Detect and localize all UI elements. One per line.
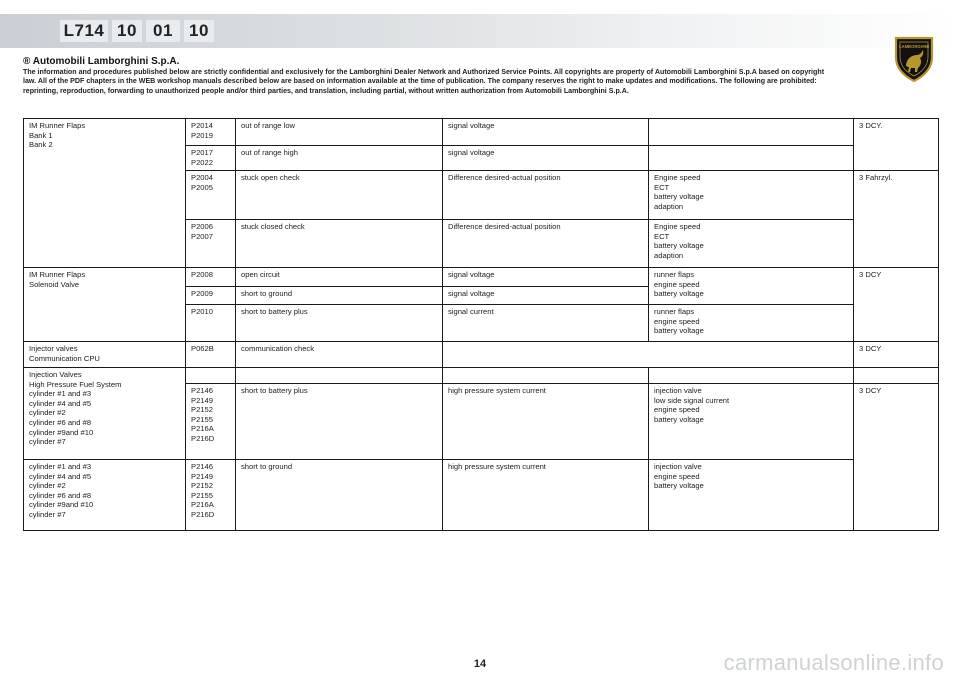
monitor-check-cell: Difference desired-actual position xyxy=(443,171,649,220)
component-cell: IM Runner Flaps Bank 1 Bank 2 xyxy=(24,119,186,268)
fault-code-cell: P2146 P2149 P2152 P2155 P216A P216D xyxy=(186,460,236,531)
fault-type-cell: short to ground xyxy=(236,287,443,305)
table-row xyxy=(24,268,939,287)
secondary-conditions-cell: runner flaps engine speed battery voltage xyxy=(649,268,854,305)
monitor-check-cell: signal voltage xyxy=(443,146,649,171)
component-cell: Injection Valves High Pressure Fuel System cylinder #1 and #3 cylinder #4 and #5 cylinder #2 cylinder #6 and #8 cylinder #9and #10 cylinder #7 xyxy=(24,368,186,460)
fault-type-cell: out of range low xyxy=(236,119,443,146)
fault-type-cell: short to battery plus xyxy=(236,305,443,342)
monitor-check-cell: signal voltage xyxy=(443,268,649,287)
monitor-check-cell: high pressure system current xyxy=(443,460,649,531)
monitor-check-cell xyxy=(443,342,854,368)
fault-type-cell: short to ground xyxy=(236,460,443,531)
secondary-conditions-cell xyxy=(649,119,854,146)
mil-cell xyxy=(854,368,939,384)
fault-code-cell: P2146 P2149 P2152 P2155 P216A P216D xyxy=(186,384,236,460)
fault-code-cell: P2010 xyxy=(186,305,236,342)
secondary-conditions-cell: runner flaps engine speed battery voltage xyxy=(649,305,854,342)
monitor-check-cell: signal voltage xyxy=(443,119,649,146)
fault-code-cell: P2004 P2005 xyxy=(186,171,236,220)
monitor-check-cell: high pressure system current xyxy=(443,384,649,460)
fault-type-cell: open circuit xyxy=(236,268,443,287)
table-row xyxy=(24,460,939,531)
mil-cell: 3 Fahrzyl. xyxy=(854,171,939,268)
secondary-conditions-cell: injection valve engine speed battery voltage xyxy=(649,460,854,531)
manual-code-section: 01 xyxy=(146,20,180,42)
page-number: 14 xyxy=(473,658,487,670)
fault-code-cell: P2017 P2022 xyxy=(186,146,236,171)
component-cell: Injector valves Communication CPU xyxy=(24,342,186,368)
secondary-conditions-cell xyxy=(649,368,854,384)
fault-code-cell: P2014 P2019 xyxy=(186,119,236,146)
diagnostic-trouble-code-table xyxy=(23,118,939,531)
table-row xyxy=(24,119,939,146)
monitor-check-cell: signal voltage xyxy=(443,287,649,305)
component-cell: cylinder #1 and #3 cylinder #4 and #5 cylinder #2 cylinder #6 and #8 cylinder #9and #10 cylinder #7 xyxy=(24,460,186,531)
fault-code-cell: P2009 xyxy=(186,287,236,305)
monitor-check-cell: Difference desired-actual position xyxy=(443,220,649,268)
fault-code-cell: P062B xyxy=(186,342,236,368)
fault-type-cell: out of range high xyxy=(236,146,443,171)
fault-type-cell: short to battery plus xyxy=(236,384,443,460)
fault-code-cell: P2006 P2007 xyxy=(186,220,236,268)
secondary-conditions-cell xyxy=(649,146,854,171)
fault-code-cell: P2008 xyxy=(186,268,236,287)
mil-cell: 3 DCY xyxy=(854,342,939,368)
fault-type-cell: communication check xyxy=(236,342,443,368)
monitor-check-cell: signal current xyxy=(443,305,649,342)
fault-type-cell: stuck closed check xyxy=(236,220,443,268)
fault-type-cell xyxy=(236,368,443,384)
table-row xyxy=(24,342,939,368)
company-heading: ® Automobili Lamborghini S.p.A. xyxy=(23,56,180,67)
manual-code-model: L714 xyxy=(60,20,108,42)
copyright-disclaimer: The information and procedures published below are strictly confidential and exclusively for the Lamborghini Dealer Network and Authorized Service Points. All copyrights are property of Automobili Lamborghini S.p.A based on copyright law. All of the PDF chapters in the WEB workshop manuals described below are based on information available at the time of publication. The company reserves the right to make updates and modifications. The following are prohibited: reprinting, reproduction, forwarding to unauthorized people and/or third parties, and translation, including partial, without written authorization from Automobili Lamborghini S.p.A. xyxy=(23,68,825,95)
secondary-conditions-cell: injection valve low side signal current engine speed battery voltage xyxy=(649,384,854,460)
watermark: carmanualsonline.info xyxy=(723,650,944,675)
secondary-conditions-cell: Engine speed ECT battery voltage adaption xyxy=(649,171,854,220)
mil-cell: 3 DCY xyxy=(854,384,939,531)
fault-code-cell xyxy=(186,368,236,384)
mil-cell: 3 DCY xyxy=(854,268,939,342)
manual-code-subsection: 10 xyxy=(184,20,214,42)
secondary-conditions-cell: Engine speed ECT battery voltage adaption xyxy=(649,220,854,268)
table-row xyxy=(24,368,939,384)
mil-cell: 3 DCY. xyxy=(854,119,939,171)
fault-type-cell: stuck open check xyxy=(236,171,443,220)
logo-text: LAMBORGHINI xyxy=(898,44,930,49)
lamborghini-shield-icon xyxy=(893,35,935,83)
manual-code-group: 10 xyxy=(112,20,142,42)
header-band xyxy=(0,14,960,48)
component-cell: IM Runner Flaps Solenoid Valve xyxy=(24,268,186,342)
monitor-check-cell xyxy=(443,368,649,384)
